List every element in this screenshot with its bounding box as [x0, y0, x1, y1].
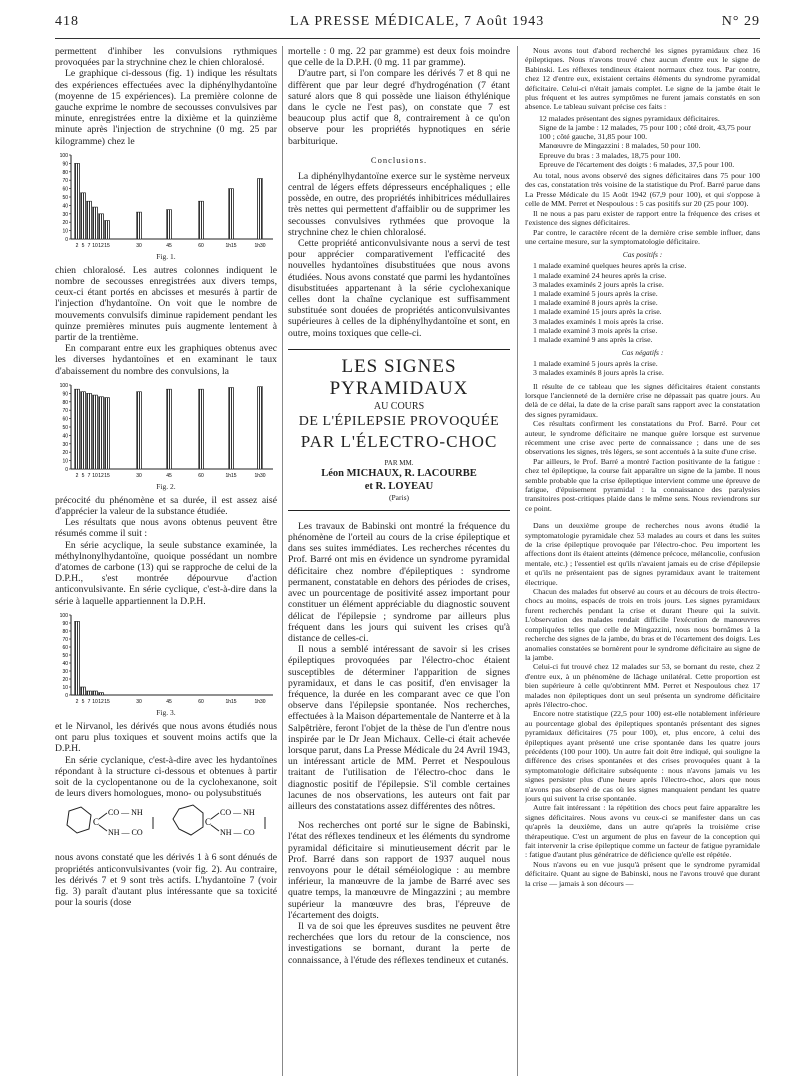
paragraph: D'autre part, si l'on compare les dérivés 7 et 8 qui ne diffèrent que par leur degré d'hydrogénation (7 étant saturé alors que 8 qui possède une liaison éthylénique dans le cycle ne l'est pas), on constate que 7 est beaucoup plus actif que 8, contrairement à ce qu'on observe pour les propriétés hypnotiques en série barbiturique. [288, 68, 510, 147]
list-item: Manœuvre de Mingazzini : 8 malades, 50 pour 100. [539, 141, 701, 151]
x-tick-label: 1h15 [225, 698, 237, 705]
y-tick-label: 90 [62, 391, 68, 398]
paragraph: En série acyclique, la seule substance examinée, la méthylnonylhydantoïne, quoique possédant un nombre d'atomes de carbone (13) qui se rapproche de celui de la D.P.H., s'est montrée dépourvue d'action anticonvulsivante. En série cyclique, c'est-à-dire dans la série à laquelle appartiennent la D.P.H. [55, 539, 277, 607]
y-tick-label: 70 [62, 636, 68, 643]
x-tick-label: 1h30 [254, 242, 266, 249]
y-tick-label: 0 [65, 236, 68, 243]
article-title: LES SIGNES PYRAMIDAUX [329, 355, 469, 399]
x-tick-label: 7 [87, 472, 91, 479]
x-tick-label: 10 [92, 698, 98, 705]
byline-intro: PAR MM. [384, 458, 414, 467]
paragraph: Chacun des malades fut observé au cours et au décours de trois électro-chocs au moins, espacés de trois en trois jours. Les signes pyramidaux furent recherchés pendant la crise et durant l'heure qui la suivit. L'observation des malades rendait difficile l'exécution de manœuvres compliquées telles que celle de Mingazzini, nous nous bornâmes à la recherche des signes de la jambe, du bras et de l'écartement des doigts. Les anomalies constatées se bornèrent pour le syndrome déficitaire au signe de la jambe. [525, 587, 760, 662]
y-tick-label: 80 [62, 399, 68, 406]
y-tick-label: 40 [62, 203, 68, 210]
x-tick-label: 15 [104, 698, 110, 705]
y-tick-label: 10 [62, 684, 68, 691]
paragraph: La diphénylhydantoïne exerce sur le système nerveux central de légers effets dépresseurs encéphaliques ; elle possède, en outre, des propriétés inhibitrices médullaires très nettes qui permettent d'affaiblir ou de supprimer les secousses convulsives rythmées que provoque la strychnine chez le chien chloralosé. [288, 170, 510, 238]
y-tick-label: 40 [62, 433, 68, 440]
y-tick-label: 100 [59, 612, 68, 619]
x-tick-label: 10 [92, 242, 98, 249]
list-heading: Cas positifs : [622, 250, 663, 260]
paragraph: Il ne nous a pas paru exister de rapport entre la fréquence des crises et l'existence des signes déficitaires. [525, 208, 760, 228]
bar [199, 201, 204, 239]
column-3 [525, 46, 760, 888]
bar [258, 387, 263, 469]
paragraph: Autre fait intéressant : la répétition des chocs peut faire apparaître les signes déficitaires. Nous avons vu ceux-ci se manifester dans un cas qu'après la deuxième, dans un autre qu'après la troisième crise thérapeutique. C'est un argument de plus en faveur de la conception qui fait intervenir la crise épileptique comme un facteur de fatigue pyramidale : fatigue d'autant plus génératrice de déficience qu'elle est répétée. [525, 803, 760, 860]
chem-bottom-group: NH — CO [220, 828, 255, 838]
authors: Léon MICHAUX, R. LACOURBE [321, 467, 477, 479]
x-tick-label: 45 [166, 242, 172, 249]
bar [99, 692, 104, 694]
bar [105, 397, 110, 468]
bar [229, 387, 234, 468]
paragraph: En comparant entre eux les graphiques obtenus avec les diverses hydantoïnes et en examinant le taux d'abaissement du nombre des convulsions, la [55, 343, 277, 377]
list-item: Signe de la jambe : 12 malades, 75 pour 100 ; côté droit, 43,75 pour 100 ; côté gauche, 31,85 pour 100. [539, 123, 751, 142]
x-tick-label: 45 [166, 698, 172, 705]
paragraph: mortelle : 0 mg. 22 par gramme) est deux fois moindre que celle de la D.P.H. (0 mg. 11 par gramme). [288, 46, 510, 69]
chem-top-group: CO — NH [108, 808, 143, 818]
paragraph: Celui-ci fut trouvé chez 12 malades sur 53, se bornant du reste, chez 2 d'entre eux, à un phénomène de lâchage unilatéral. Cette proportion est bien supérieure à celle qu'obtinrent MM. Perret et Nespoulous chez 17 malades non épileptiques dont un seul présenta un syndrome déficitaire après l'électro-choc. [525, 662, 760, 709]
x-tick-label: 15 [104, 242, 110, 249]
figure-1 [55, 151, 277, 261]
paragraph: Ces résultats confirment les constatations du Prof. Barré. Pour cet auteur, le syndrome déficitaire ne manque guère lorsque est survenue récemment une crise avec perte de connaissance ; dans une de ses observations les signes, très légers, se sont accentués à la suite d'une crise. [525, 419, 760, 457]
y-tick-label: 10 [62, 458, 68, 465]
paragraph: Encore notre statistique (22,5 pour 100) est-elle notablement inférieure au pourcentage global des épileptiques spontanés présentant des signes pyramidaux déficitaires (75 pour 100), et, plus encore, à celui des épileptiques ayant présenté une crise spontanée dans les quatre jours précédents (100 pour 100). Un autre fait doit être indiqué, qui souligne la différence des crises spontanées et des crises provoquées quant à la symptomatologie déficitaire subséquente : nous n'avons jamais vu les signes persister plus d'une heure après l'électro-choc, alors que nous n'avons pas observé de cas où les signes manquaient pendant les quatre jours qui suivent la crise spontanée. [525, 709, 760, 804]
y-tick-label: 20 [62, 676, 68, 683]
paragraph: Les résultats que nous avons obtenus peuvent être résumés comme il suit : [55, 517, 277, 540]
list-item: 1 malade examiné quelques heures après la crise. [533, 261, 687, 271]
y-tick-label: 10 [62, 228, 68, 235]
paragraph: chien chloralosé. Les autres colonnes indiquent le nombre de secousses enregistrées aux divers temps, ceux-ci étant portés en abcisses et mesurés à partir de l'injection d'hydantoïne. On voit que le nombre de mouvements convulsifs diminue rapidement pendant les quinze premières minutes puis augmente lentement à partir de la trentième. [55, 264, 277, 344]
y-tick-label: 20 [62, 450, 68, 457]
list-item: 1 malade examiné 5 jours après la crise. [533, 359, 658, 369]
list-item: Epreuve de l'écartement des doigts : 6 malades, 37,5 pour 100. [539, 159, 735, 169]
paragraph: Cette propriété anticonvulsivante nous a servi de test pour apprécier comparativement l'efficacité des nouvelles hydantoïnes disubstituées que nous avons étudiées. Nous avons constaté que parmi les hydantoïnes disubstituées appartenant à la série cyclohexanique celles dont la chaîne cyclanique est suffisamment substituée sont douées de propriétés anticonvulsivantes supérieures à celles de la diphénylhydantoïne et sont, en outre, moins toxiques que celle-ci. [288, 238, 510, 339]
bar [137, 392, 142, 469]
paragraph: Nous avons tout d'abord recherché les signes pyramidaux chez 16 épileptiques. Nous n'avons trouvé chez aucun d'entre eux le signe de Babinski. Les réflexes tendineux étaient normaux chez tous. Par contre, chez 12 d'entre eux, existaient certains éléments du syndrome pyramidal déficitaire. Celui-ci n'était jamais complet. Le signe de la jambe était le plus fréquent et les autres symptômes ne furent jamais constatés en son absence. Le tableau suivant précise ces faits : [525, 46, 760, 112]
paragraph: Dans un deuxième groupe de recherches nous avons étudié la symptomatologie pyramidale chez 53 malades au cours et dans les suites de la crise épileptique provoquée par l'électro-choc. Peu importent les affections dont ils étaient atteints (démence précoce, mélancolie, confusion mentale, etc.) ; l'essentiel est qu'ils n'avaient jamais eu de crise d'épilepsie et qu'ils ne présentaient pas de signes pyramidaux avant le traitement électrique. [525, 521, 760, 587]
header-rule [55, 38, 760, 39]
bar [258, 178, 263, 238]
chemical-structure [55, 803, 277, 848]
y-tick-label: 80 [62, 628, 68, 635]
paragraph: Par contre, le caractère récent de la dernière crise semble influer, dans une certaine mesure, sur la symptomatologie déficitaire. [525, 227, 760, 246]
y-tick-label: 90 [62, 620, 68, 627]
paragraph: précocité du phénomène et sa durée, il est assez aisé d'apprécier la valeur de la substance étudiée. [55, 494, 277, 518]
bar [229, 188, 234, 238]
chem-carbon: C [93, 817, 100, 828]
y-tick-label: 0 [65, 692, 68, 699]
page-number: 418 [55, 14, 79, 29]
bar [81, 193, 86, 239]
x-tick-label: 1h30 [254, 698, 266, 705]
column-divider [517, 46, 518, 1076]
x-tick-label: 30 [136, 698, 142, 705]
paragraph: nous avons constaté que les dérivés 1 à 6 sont dénués de propriétés anticonvulsivantes (voir fig. 2). Au contraire, les dérivés 7 et 9 sont très actifs. L'hydantoïne 7 (voir fig. 3) paraît d'autant plus intéressante que sa toxicité pour la souris (dose [55, 852, 277, 909]
x-tick-label: 7 [87, 698, 91, 705]
list-item: 1 malade examiné 3 mois après la crise. [533, 325, 658, 335]
y-tick-label: 70 [62, 408, 68, 415]
bar [99, 214, 104, 239]
x-tick-label: 2 [75, 698, 79, 705]
paragraph: permettent d'inhiber les convulsions rythmiques provoquées par la strychnine chez le chien chloralosé. [55, 46, 277, 69]
paragraph: Il va de soi que les épreuves susdites ne peuvent être recherchées que lors du retour de la conscience, nos investigations se bornant, durant la perte de connaissance, à l'étude des réflexes tendineux et cutanés. [288, 920, 510, 966]
list-item: 3 malades examinés 1 mois après la crise. [533, 316, 664, 326]
y-tick-label: 60 [62, 186, 68, 193]
bar [81, 687, 86, 695]
article-subtitle: PAR L'ÉLECTRO-CHOC [300, 431, 498, 451]
list-item: 12 malades présentant des signes pyramidaux déficitaires. [539, 113, 720, 123]
x-tick-label: 12 [98, 472, 104, 479]
hydantoin-structure-diagram [55, 803, 277, 843]
chem-bottom-group: NH — CO [108, 828, 143, 838]
figure-3 [55, 611, 277, 717]
x-tick-label: 7 [87, 242, 91, 249]
bar [105, 220, 110, 238]
bar-chart-fig1 [55, 151, 277, 251]
bar [93, 207, 98, 239]
paragraph: Par ailleurs, le Prof. Barré a montré l'action positivante de la fatigue : chez tel épileptique, la course fait apparaître un signe de la jambe. Il nous semble probable que la crise épileptique intervient comme une épreuve de fatigue, d'épuisement pyramidal : la connaissance des paralysies transitoires post-critiques plaide dans le même sens. Nous reviendrons sur ce point. [525, 456, 760, 513]
paragraph: Nos recherches ont porté sur le signe de Babinski, l'état des réflexes tendineux et les éléments du syndrome pyramidal déficitaire si minutieusement décrit par le Prof. Barré dans son rapport de 1937 auquel nous renvoyons pour le détail séméiologique : au membre inférieur, la manœuvre de la jambe de Barré avec ses quatre temps, la manœuvre de Mingazzini ; au membre supérieur la manœuvre des bras, l'épreuve de l'écartement des doigts. [288, 820, 510, 921]
list-item: 3 malades examinés 2 jours après la crise. [533, 279, 664, 289]
article-subtitle: AU COURS [373, 400, 425, 412]
y-tick-label: 100 [59, 152, 68, 159]
column-divider [282, 46, 283, 1076]
paragraph: Il nous a semblé intéressant de savoir si les crises épileptiques provoquées par l'électro-choc étaient susceptibles de déterminer l'apparition de signes pyramidaux, et dans le cas positif, d'en envisager la fréquence, la durée en les comparant avec ce que l'on observe dans l'épilepsie spontanée. Nos recherches, effectuées à la Maison départementale de Nanterre et à la Salpêtrière, feront l'objet de la thèse de l'un d'entre nous inspirée par le Dr Jean Michaux. Celle-ci était achevée lorsque parut, dans La Presse Médicale du 24 Avril 1943, un intéressant article de MM. Perret et Nespoulous traitant de l'utilisation de l'électro-choc dans le diagnostic positif de l'épilepsie. S'il comble certaines lacunes de nos observations, les auteurs ont fait par ailleurs des constatations assez différentes des nôtres. [288, 644, 510, 812]
x-tick-label: 12 [98, 698, 104, 705]
list-item: 1 malade examiné 15 jours après la crise. [533, 307, 662, 317]
paragraph: Les travaux de Babinski ont montré la fréquence du phénomène de l'orteil au cours de la crise épileptique et dans ses suites immédiates. Les recherches récentes du Prof. Barré ont mis en évidence un syndrome pyramidal déficitaire chez nombre d'épileptiques : syndrome permanent, constatable en dehors des périodes de crises, avec un pourcentage de positivité assez important pour constituer un élément appréciable du diagnostic souvent délicat de l'épilepsie ; syndrome par ailleurs plus fréquent dans les jours qui suivent les crises qu'à distance de celles-ci. [288, 520, 510, 644]
figure-2 [55, 381, 277, 491]
y-tick-label: 30 [62, 668, 68, 675]
bar [75, 621, 80, 695]
bar [167, 209, 172, 238]
x-tick-label: 30 [136, 472, 142, 479]
bar-chart-fig2 [55, 381, 277, 481]
bar-chart-fig3 [55, 611, 277, 707]
y-tick-label: 30 [62, 211, 68, 218]
negative-cases-list [533, 359, 760, 377]
y-tick-label: 60 [62, 644, 68, 651]
x-tick-label: 12 [98, 242, 104, 249]
bar [75, 389, 80, 469]
paragraph: En série cyclanique, c'est-à-dire avec les hydantoïnes répondant à la structure ci-dessous et obtenues à partir soit de la cyclopentanone ou de la cyclohexanone, soit de leurs divers homologues, mono- ou polysubstitués [55, 754, 277, 800]
y-tick-label: 30 [62, 441, 68, 448]
x-tick-label: 5 [81, 698, 85, 705]
x-tick-label: 60 [198, 698, 204, 705]
article-title-block [288, 349, 510, 511]
author-location: (Paris) [389, 492, 409, 502]
x-tick-label: 15 [104, 472, 110, 479]
authors: et R. LOYEAU [364, 480, 434, 492]
x-tick-label: 2 [75, 242, 79, 249]
x-tick-label: 60 [198, 472, 204, 479]
page-header [55, 14, 760, 36]
paragraph: Nous n'avons eu en vue jusqu'à présent que le syndrome pyramidal déficitaire. Quant au signe de Babinski, nous ne l'avons trouvé que durant la crise — jamais à son décours — [525, 859, 760, 888]
x-tick-label: 2 [75, 472, 79, 479]
paragraph: Il résulte de ce tableau que les signes déficitaires étaient constants lorsque l'ancienneté de la dernière crise ne dépassait pas quatre jours. Au delà de ce délai, la date de la crise paraît sans rapport avec la constatation des signes pyramidaux. [525, 381, 760, 419]
section-heading: Conclusions. [370, 154, 428, 165]
y-tick-label: 40 [62, 660, 68, 667]
journal-title: LA PRESSE MÉDICALE, 7 Août 1943 [290, 14, 545, 29]
y-tick-label: 60 [62, 416, 68, 423]
list-item: 1 malade examiné 8 jours après la crise. [533, 298, 658, 308]
x-tick-label: 5 [81, 242, 85, 249]
bar [93, 691, 98, 695]
y-tick-label: 80 [62, 169, 68, 176]
x-tick-label: 1h15 [225, 242, 237, 249]
x-tick-label: 45 [166, 472, 172, 479]
paragraph: et le Nirvanol, les dérivés que nous avons étudiés nous ont paru plus toxiques et souvent moins actifs que la D.P.H. [55, 720, 277, 755]
y-tick-label: 50 [62, 194, 68, 201]
x-tick-label: 1h15 [225, 472, 237, 479]
y-tick-label: 50 [62, 424, 68, 431]
bar [87, 691, 92, 695]
figure-caption: Fig. 3. [156, 707, 176, 717]
list-heading: Cas négatifs : [621, 348, 664, 358]
bar [87, 393, 92, 469]
statistics-list [539, 114, 760, 169]
bar [137, 212, 142, 239]
x-tick-label: 5 [81, 472, 85, 479]
paragraph: Au total, nous avons observé des signes déficitaires dans 75 pour 100 des cas, constatation très voisine de la statistique du Prof. Barré parue dans La Presse Médicale du 15 Août 1942 (67,9 pour 100), et qui s'oppose à celle de MM. Perret et Nespoulous : 5 cas positifs sur 20 (25 pour 100). [525, 171, 760, 209]
list-item: Epreuve du bras : 3 malades, 18,75 pour 100. [539, 150, 681, 160]
bar [87, 201, 92, 239]
bar [93, 395, 98, 469]
bar [75, 163, 80, 239]
y-tick-label: 70 [62, 178, 68, 185]
list-item: 1 malade examiné 24 heures après la crise. [533, 270, 667, 280]
figure-caption: Fig. 2. [156, 481, 176, 491]
list-item: 3 malades examinés 8 jours après la crise. [533, 368, 664, 378]
y-tick-label: 0 [65, 466, 68, 473]
x-tick-label: 1h30 [254, 472, 266, 479]
bar [99, 397, 104, 469]
paragraph: Le graphique ci-dessous (fig. 1) indique les résultats des expériences effectuées avec la diphénylhydantoïne (moyenne de 15 expériences). La première colonne de gauche exprime le nombre de secousses convulsives par minute, enregistrées entre la dixième et la quinzième minute après l'injection de strychnine (0 mg. 25 par kilogramme) chez le [55, 68, 277, 147]
y-tick-label: 20 [62, 220, 68, 227]
y-tick-label: 100 [59, 382, 68, 389]
list-item: 1 malade examiné 9 ans après la crise. [533, 334, 653, 344]
bar [199, 389, 204, 469]
x-tick-label: 10 [92, 472, 98, 479]
issue-number: N° 29 [721, 14, 760, 29]
figure-caption: Fig. 1. [156, 251, 176, 261]
column-1 [55, 46, 277, 908]
list-item: 1 malade examiné 5 jours après la crise. [533, 288, 658, 298]
article-subtitle: DE L'ÉPILEPSIE PROVOQUÉE [298, 413, 500, 429]
column-2 [288, 46, 510, 966]
positive-cases-list [533, 261, 760, 344]
y-tick-label: 90 [62, 161, 68, 168]
bar [167, 389, 172, 469]
chem-top-group: CO — NH [220, 808, 255, 818]
chem-carbon: C [205, 817, 212, 828]
x-tick-label: 60 [198, 242, 204, 249]
x-tick-label: 30 [136, 242, 142, 249]
bar [81, 392, 86, 469]
y-tick-label: 50 [62, 652, 68, 659]
